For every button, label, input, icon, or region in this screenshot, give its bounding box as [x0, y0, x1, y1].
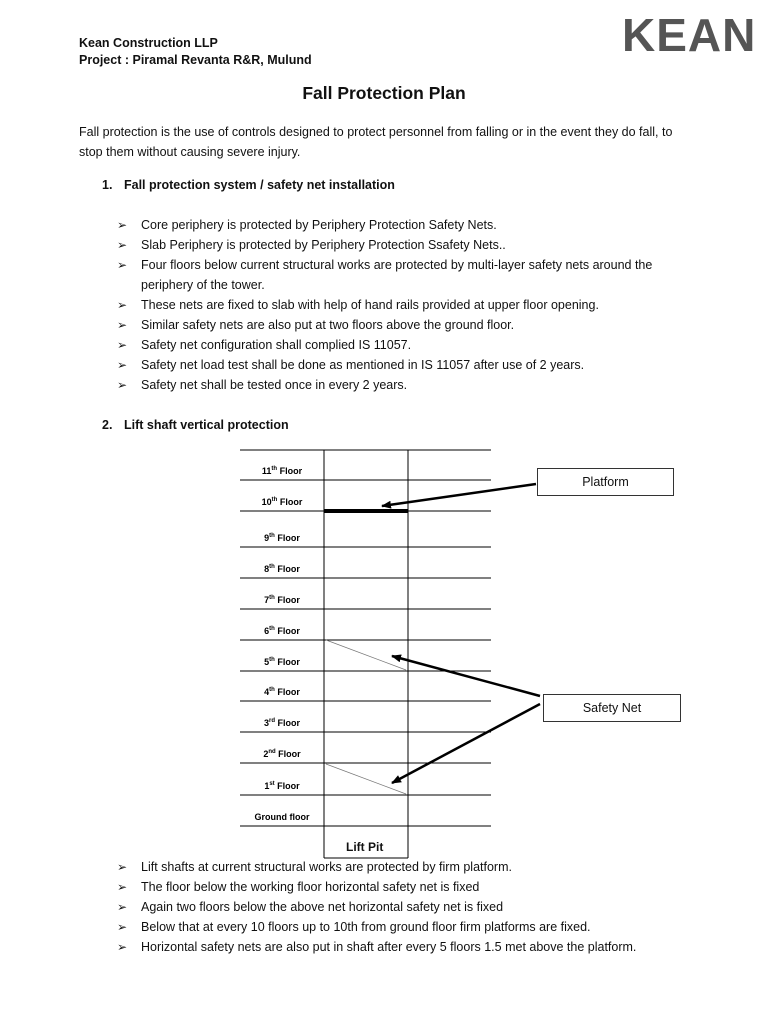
list-item: ➢ The floor below the working floor horizontal safety net is fixed	[117, 877, 697, 897]
platform-label-box: Platform	[537, 468, 674, 496]
project-name: Project : Piramal Revanta R&R, Mulund	[79, 53, 312, 67]
list-item: ➢ Again two floors below the above net horizontal safety net is fixed	[117, 897, 697, 917]
kean-logo: KEAN	[622, 9, 757, 61]
bullet-arrow-icon: ➢	[117, 318, 128, 332]
bullet-arrow-icon: ➢	[117, 900, 128, 914]
platform-slab	[324, 509, 408, 513]
list-item: ➢ Core periphery is protected by Periphery Protection Safety Nets.	[117, 215, 697, 235]
platform-arrow	[382, 484, 536, 506]
floor-label: 3rd Floor	[263, 718, 301, 728]
safety-net-upper	[326, 640, 406, 670]
list-item: ➢ Safety net shall be tested once in every 2 years.	[117, 375, 697, 395]
section-1-title: Fall protection system / safety net installation	[124, 178, 395, 192]
section-1-number: 1.	[102, 178, 113, 192]
bullet-arrow-icon: ➢	[117, 920, 128, 934]
list-item: ➢ Slab Periphery is protected by Periphery Protection Ssafety Nets..	[117, 235, 697, 255]
list-item: ➢ Similar safety nets are also put at two floors above the ground floor.	[117, 315, 697, 335]
list-item: ➢ Lift shafts at current structural works are protected by firm platform.	[117, 857, 697, 877]
list-item: ➢ Four floors below current structural works are protected by multi-layer safety nets around the periphery of the tower.	[117, 255, 697, 295]
bullet-arrow-icon: ➢	[117, 258, 128, 272]
list-item: ➢ Safety net configuration shall complied IS 11057.	[117, 335, 697, 355]
section-2-bullet-list	[117, 857, 697, 957]
list-item: ➢ Safety net load test shall be done as mentioned in IS 11057 after use of 2 years.	[117, 355, 697, 375]
safety-net-arrow-upper	[392, 656, 540, 696]
floor-label: 6th Floor	[264, 626, 300, 636]
section-2-number: 2.	[102, 418, 113, 432]
lift-pit-label: Lift Pit	[346, 840, 384, 854]
section-2-title: Lift shaft vertical protection	[124, 418, 289, 432]
floor-label: 4th Floor	[264, 687, 300, 697]
intro-paragraph: Fall protection is the use of controls designed to protect personnel from falling or in the event they do fall, to stop them without causing severe injury.	[79, 125, 673, 159]
bullet-arrow-icon: ➢	[117, 338, 128, 352]
bullet-arrow-icon: ➢	[117, 358, 128, 372]
floor-label: 5th Floor	[264, 657, 300, 667]
bullet-arrow-icon: ➢	[117, 238, 128, 252]
bullet-arrow-icon: ➢	[117, 218, 128, 232]
bullet-arrow-icon: ➢	[117, 940, 128, 954]
floor-label: Ground floor	[254, 812, 310, 822]
floor-label: 2nd Floor	[263, 749, 301, 759]
safety-net-lower	[326, 764, 406, 794]
list-item: ➢ These nets are fixed to slab with help of hand rails provided at upper floor opening.	[117, 295, 697, 315]
safety-net-arrow-lower	[392, 704, 540, 783]
bullet-arrow-icon: ➢	[117, 378, 128, 392]
floor-label: 11th Floor	[261, 466, 303, 476]
floor-label: 1st Floor	[264, 781, 300, 791]
safety-net-label-box: Safety Net	[543, 694, 681, 722]
page-title: Fall Protection Plan	[302, 83, 466, 103]
floor-label: 9th Floor	[264, 533, 300, 543]
floor-label: 7th Floor	[264, 595, 300, 605]
floor-label: 8th Floor	[264, 564, 300, 574]
floor-label: 10th Floor	[261, 497, 303, 507]
bullet-arrow-icon: ➢	[117, 298, 128, 312]
bullet-arrow-icon: ➢	[117, 860, 128, 874]
bullet-arrow-icon: ➢	[117, 880, 128, 894]
list-item: ➢ Horizontal safety nets are also put in shaft after every 5 floors 1.5 met above the platform.	[117, 937, 697, 957]
company-name: Kean Construction LLP	[79, 36, 218, 50]
list-item: ➢ Below that at every 10 floors up to 10th from ground floor firm platforms are fixed.	[117, 917, 697, 937]
floor-labels	[255, 466, 310, 822]
